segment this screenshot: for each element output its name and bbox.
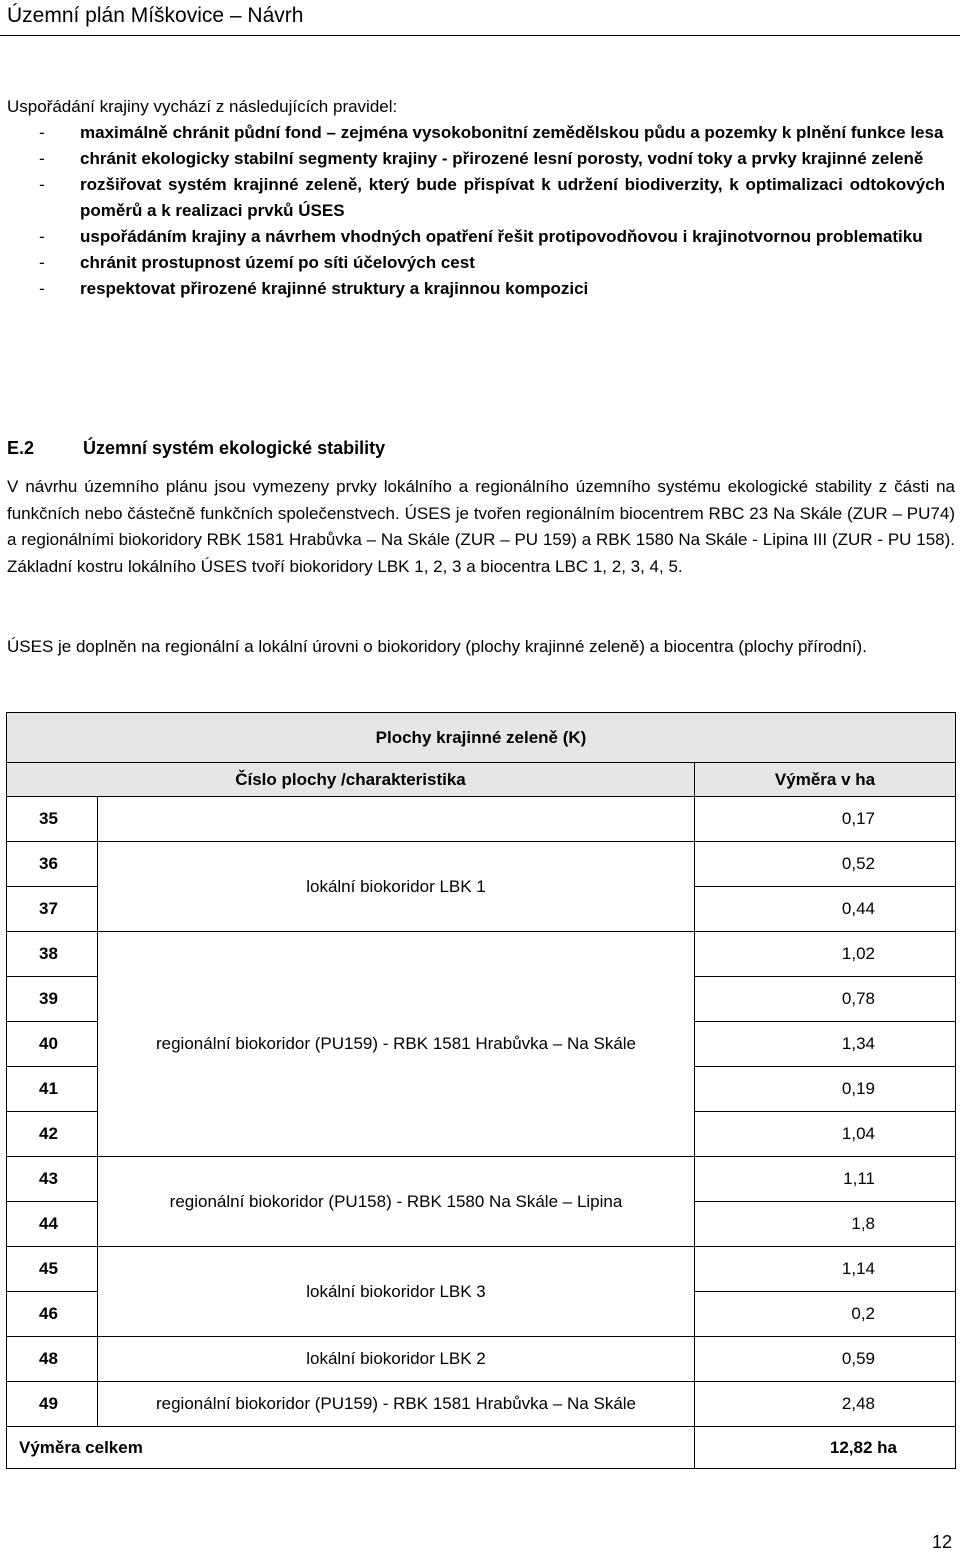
section-paragraph-1: V návrhu územního plánu jsou vymezeny prvky lokálního a regionálního územního systému ekologické stability z části na funkčních nebo částečně funkčních společenstvech. ÚSES je tvořen regionálním biocentrem RBC 23 Na Skále (ZUR – PU74) a regionálními biokoridory RBK 1581 Hrabůvka – Na Skále (ZUR – PU 159) a RBK 1580 Na Skále - Lipina III (ZUR - PU 158). Základní kostru lokálního ÚSES tvoří biokoridory LBK 1, 2, 3 a biocentra LBC 1, 2, 3, 4, 5. [7, 477, 955, 576]
plot-area: 1,02 [695, 932, 956, 977]
plot-number: 43 [7, 1157, 98, 1202]
plot-area: 0,52 [695, 842, 956, 887]
plot-number: 37 [7, 887, 98, 932]
plot-area: 2,48 [695, 1382, 956, 1427]
column-header-area: Výměra v ha [695, 763, 956, 797]
rule-text: chránit prostupnost území po síti účelových cest [80, 253, 475, 272]
plot-area: 1,11 [695, 1157, 956, 1202]
list-dash: - [39, 123, 45, 142]
plot-number: 42 [7, 1112, 98, 1157]
plot-description: regionální biokoridor (PU159) - RBK 1581 Hrabůvka – Na Skále [98, 1382, 695, 1427]
page-number: 12 [931, 1532, 952, 1552]
rule-item [7, 224, 945, 250]
plot-number: 45 [7, 1247, 98, 1292]
section-number: E.2 [7, 438, 35, 458]
list-dash: - [39, 175, 45, 194]
plot-number: 35 [7, 797, 98, 842]
plot-area: 0,17 [695, 797, 956, 842]
table-row [7, 932, 956, 977]
document-header-title: Územní plán Míškovice – Návrh [7, 4, 304, 27]
list-dash: - [39, 149, 45, 168]
table-total-row [7, 1427, 956, 1469]
rule-item [7, 120, 945, 146]
plot-number: 46 [7, 1292, 98, 1337]
rule-text: rozšiřovat systém krajinné zeleně, který bude přispívat k udržení biodiverzity, k optimalizaci odtokových poměrů a k realizaci prvků ÚSES [80, 175, 945, 220]
plot-description: regionální biokoridor (PU158) - RBK 1580 Na Skále – Lipina [98, 1157, 695, 1247]
table-row [7, 797, 956, 842]
table-row [7, 842, 956, 887]
plot-description: lokální biokoridor LBK 1 [98, 842, 695, 932]
total-value: 12,82 ha [695, 1427, 956, 1469]
plot-description: lokální biokoridor LBK 2 [98, 1337, 695, 1382]
landscape-greenery-table [6, 712, 956, 1469]
plot-number: 48 [7, 1337, 98, 1382]
rule-item [7, 250, 945, 276]
rule-item [7, 146, 945, 172]
list-dash: - [39, 279, 45, 298]
list-dash: - [39, 253, 45, 272]
plot-number: 41 [7, 1067, 98, 1112]
plot-area: 0,59 [695, 1337, 956, 1382]
table-row [7, 1247, 956, 1292]
plot-area: 0,19 [695, 1067, 956, 1112]
plot-number: 49 [7, 1382, 98, 1427]
plot-number: 40 [7, 1022, 98, 1067]
table-row [7, 1337, 956, 1382]
landscape-intro: Uspořádání krajiny vychází z následujících pravidel: [7, 97, 398, 116]
rule-text: respektovat přirozené krajinné struktury a krajinnou kompozici [80, 279, 589, 298]
plot-area: 0,78 [695, 977, 956, 1022]
section-paragraph-2: ÚSES je doplněn na regionální a lokální úrovni o biokoridory (plochy krajinné zeleně) a biocentra (plochy přírodní). [7, 637, 867, 656]
plot-area: 1,8 [695, 1202, 956, 1247]
plot-description [98, 797, 695, 842]
plot-number: 39 [7, 977, 98, 1022]
column-header-description: Číslo plochy /charakteristika [7, 763, 695, 797]
header-divider [0, 35, 960, 36]
rule-item [7, 172, 945, 224]
plot-description: regionální biokoridor (PU159) - RBK 1581 Hrabůvka – Na Skále [98, 932, 695, 1157]
table-title: Plochy krajinné zeleně (K) [7, 713, 956, 763]
table-row [7, 1382, 956, 1427]
rule-text: uspořádáním krajiny a návrhem vhodných opatření řešit protipovodňovou i krajinotvornou problematiku [80, 227, 923, 246]
plot-area: 1,04 [695, 1112, 956, 1157]
table-row [7, 1157, 956, 1202]
rule-item [7, 276, 945, 302]
rule-text: chránit ekologicky stabilní segmenty krajiny - přirozené lesní porosty, vodní toky a prvky krajinné zeleně [80, 149, 924, 168]
plot-area: 0,44 [695, 887, 956, 932]
total-label: Výměra celkem [7, 1427, 695, 1469]
section-title: Územní systém ekologické stability [83, 438, 386, 458]
section-heading [7, 435, 385, 461]
plot-number: 44 [7, 1202, 98, 1247]
plot-area: 0,2 [695, 1292, 956, 1337]
plot-description: lokální biokoridor LBK 3 [98, 1247, 695, 1337]
list-dash: - [39, 227, 45, 246]
landscape-rules-list [7, 120, 945, 302]
plot-number: 38 [7, 932, 98, 977]
rule-text: maximálně chránit půdní fond – zejména vysokobonitní zemědělskou půdu a pozemky k plnění funkce lesa [80, 123, 944, 142]
plot-area: 1,34 [695, 1022, 956, 1067]
plot-number: 36 [7, 842, 98, 887]
plot-area: 1,14 [695, 1247, 956, 1292]
